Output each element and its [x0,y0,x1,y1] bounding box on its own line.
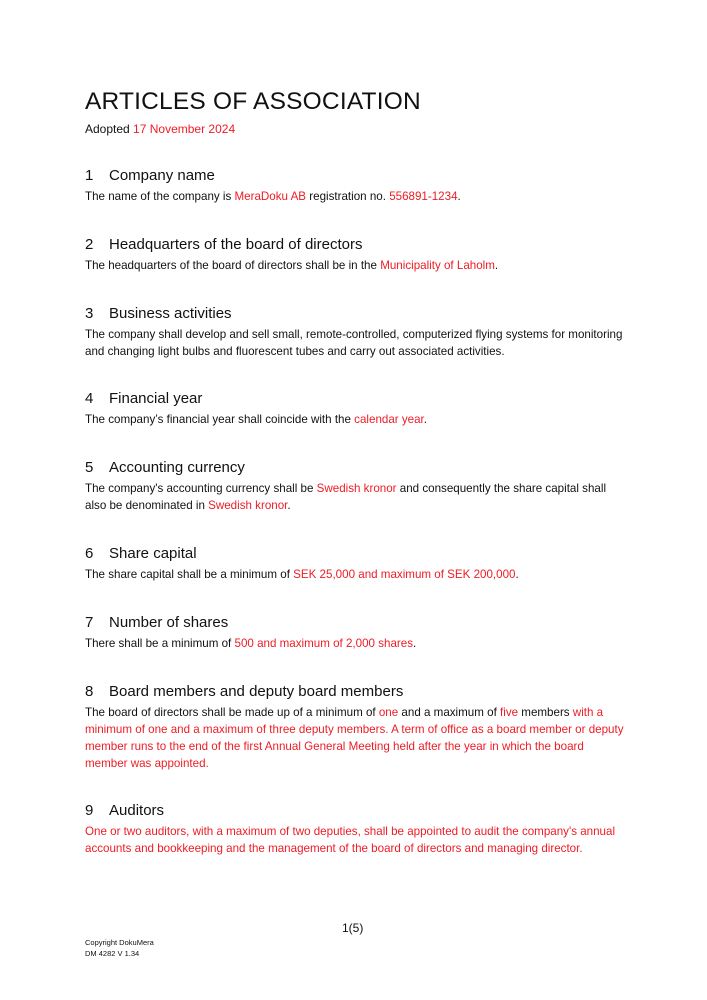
section-heading [85,459,625,476]
body-text: The company’s financial year shall coincide with the [85,413,355,426]
body-text: members [518,706,573,719]
section-title: Number of shares [109,614,229,631]
section-body [85,480,625,514]
body-text: registration no. [306,190,390,203]
footer-copyright-block [85,937,154,959]
section-heading [85,614,625,631]
body-text: . [457,190,461,203]
body-text: . [494,259,499,272]
placeholder-text: 500 and maximum of 2,000 shares [234,637,414,650]
section-heading [85,167,625,184]
section-number: 1 [85,167,94,184]
placeholder-text: Municipality of Laholm [380,259,495,272]
body-text: The company shall develop and sell small, remote-controlled, computerized flying systems for monitoring and changing light bulbs and fluorescent tubes and carry out associated activities. [85,328,623,358]
placeholder-text: with a minimum of one and a maximum of three deputy members. A term of office as a board member or deputy member runs to the end of the first Annual General Meeting held after the year in which the board member was appointed. [85,706,624,770]
section-title: Auditors [109,802,165,819]
section-financial-year [85,390,625,428]
section-title: Accounting currency [109,459,245,476]
body-text: The name of the company is [85,190,235,203]
section-number: 5 [85,459,94,476]
section-number-of-shares [85,614,625,652]
placeholder-text: five [500,706,519,719]
section-title: Business activities [109,305,232,322]
body-text: and a maximum of [398,706,501,719]
section-body [85,635,625,652]
section-number: 7 [85,614,94,631]
section-body [85,257,625,274]
copyright-text: Copyright DokuMera [85,938,154,947]
body-text: and consequently the share capital shall also be denominated in [85,482,607,512]
section-heading [85,545,625,562]
section-title: Headquarters of the board of directors [109,236,363,253]
section-business-activities [85,305,625,360]
body-text: The company's accounting currency shall be [85,482,317,495]
section-heading [85,683,625,700]
section-body [85,704,625,772]
section-company-name [85,167,625,205]
body-text: There shall be a minimum of [85,637,235,650]
section-number: 2 [85,236,94,253]
section-board-members [85,683,625,772]
section-number: 9 [85,802,94,819]
section-body [85,188,625,205]
section-title: Share capital [109,545,197,562]
section-auditors [85,802,625,857]
section-body [85,566,625,583]
section-heading [85,390,625,407]
placeholder-text: one [378,706,399,719]
body-text: . [515,568,519,581]
section-heading [85,236,625,253]
placeholder-text: Swedish kronor [316,482,397,495]
section-number: 4 [85,390,94,407]
body-text: . [413,637,417,650]
body-text: The share capital shall be a minimum of [85,568,294,581]
page-indicator: 1(5) [342,921,364,935]
section-title: Board members and deputy board members [109,683,404,700]
adopted-label: Adopted [85,122,134,136]
body-text: . [423,413,428,426]
section-headquarters [85,236,625,274]
document-version: DM 4282 V 1.34 [85,949,140,958]
body-text: The headquarters of the board of directors shall be in the [85,259,381,272]
document-title: ARTICLES OF ASSOCIATION [85,88,421,115]
body-text: . [287,499,291,512]
placeholder-text: SEK 25,000 and maximum of SEK 200,000 [293,568,516,581]
section-title: Company name [109,167,215,184]
placeholder-text: MeraDoku AB [234,190,307,203]
section-number: 6 [85,545,94,562]
placeholder-text: Swedish kronor [208,499,288,512]
section-heading [85,305,625,322]
adopted-line [85,122,235,136]
placeholder-text: One or two auditors, with a maximum of two deputies, shall be appointed to audit the company's annual accounts and bookkeeping and the management of the board of directors and managing director. [85,825,616,855]
section-heading [85,802,625,819]
section-body [85,823,625,857]
section-accounting-currency [85,459,625,514]
section-body [85,326,625,360]
placeholder-text: 556891-1234 [389,190,458,203]
section-number: 8 [85,683,94,700]
section-body [85,411,625,428]
section-number: 3 [85,305,94,322]
section-share-capital [85,545,625,583]
placeholder-text: calendar year [354,413,424,426]
section-title: Financial year [109,390,203,407]
adopted-date: 17 November 2024 [133,122,236,136]
body-text: The board of directors shall be made up of a minimum of [85,706,379,719]
